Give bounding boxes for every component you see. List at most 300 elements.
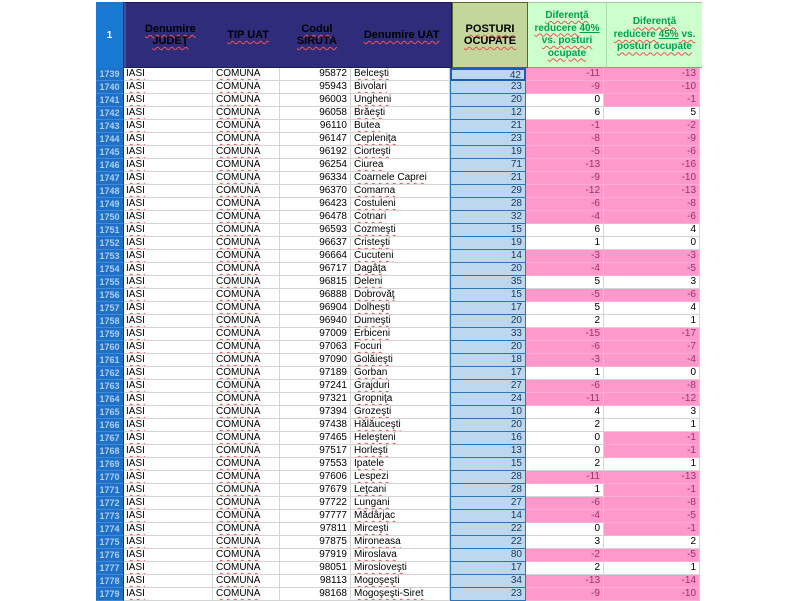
cell-tip-uat[interactable]: COMUNA xyxy=(213,510,280,523)
cell-dif45[interactable]: -3 xyxy=(604,250,700,263)
cell-dif45[interactable]: -5 xyxy=(604,510,700,523)
row-number[interactable]: 1776 xyxy=(96,549,124,562)
row-number[interactable]: 1763 xyxy=(96,380,124,393)
cell-tip-uat[interactable]: COMUNA xyxy=(213,107,280,120)
cell-siruta[interactable]: 97679 xyxy=(280,484,351,497)
row-number[interactable]: 1773 xyxy=(96,510,124,523)
cell-tip-uat[interactable]: COMUNA xyxy=(213,302,280,315)
cell-dif45[interactable]: -10 xyxy=(604,172,700,185)
cell-siruta[interactable]: 97606 xyxy=(280,471,351,484)
cell-judet[interactable]: IASI xyxy=(124,484,213,497)
cell-uat-name[interactable]: Cristeşti xyxy=(351,237,450,250)
cell-uat-name[interactable]: Deleni xyxy=(351,276,450,289)
cell-dif45[interactable]: 1 xyxy=(604,315,700,328)
cell-judet[interactable]: IASI xyxy=(124,536,213,549)
row-number[interactable]: 1761 xyxy=(96,354,124,367)
cell-dif40[interactable]: -12 xyxy=(526,185,604,198)
cell-siruta[interactable]: 97009 xyxy=(280,328,351,341)
cell-siruta[interactable]: 97394 xyxy=(280,406,351,419)
cell-dif40[interactable]: 2 xyxy=(526,562,604,575)
cell-posturi[interactable]: 71 xyxy=(450,159,526,172)
cell-siruta[interactable]: 97919 xyxy=(280,549,351,562)
cell-judet[interactable]: IASI xyxy=(124,549,213,562)
cell-dif40[interactable]: -15 xyxy=(526,328,604,341)
cell-dif40[interactable]: 1 xyxy=(526,484,604,497)
cell-judet[interactable]: IASI xyxy=(124,172,213,185)
cell-posturi[interactable]: 28 xyxy=(450,471,526,484)
col-header-denumire-uat[interactable]: Denumire UAT xyxy=(363,29,440,41)
cell-uat-name[interactable]: Grozeşti xyxy=(351,406,450,419)
cell-siruta[interactable]: 96058 xyxy=(280,107,351,120)
cell-siruta[interactable]: 97777 xyxy=(280,510,351,523)
col-header-posturi-ocupate[interactable]: POSTURI OCUPATE xyxy=(452,2,528,68)
cell-dif45[interactable]: -13 xyxy=(604,471,700,484)
row-number[interactable]: 1748 xyxy=(96,185,124,198)
cell-judet[interactable]: IASI xyxy=(124,471,213,484)
row-number[interactable]: 1745 xyxy=(96,146,124,159)
cell-dif40[interactable]: -4 xyxy=(526,263,604,276)
cell-judet[interactable]: IASI xyxy=(124,81,213,94)
cell-judet[interactable]: IASI xyxy=(124,523,213,536)
cell-dif45[interactable]: -14 xyxy=(604,575,700,588)
cell-dif45[interactable]: 1 xyxy=(604,562,700,575)
cell-uat-name[interactable]: Dolheşti xyxy=(351,302,450,315)
cell-dif45[interactable]: -13 xyxy=(604,68,700,81)
row-number[interactable]: 1777 xyxy=(96,562,124,575)
row-number[interactable]: 1752 xyxy=(96,237,124,250)
cell-tip-uat[interactable]: COMUNA xyxy=(213,315,280,328)
cell-siruta[interactable]: 97875 xyxy=(280,536,351,549)
cell-tip-uat[interactable]: COMUNA xyxy=(213,94,280,107)
cell-dif40[interactable]: 5 xyxy=(526,276,604,289)
cell-siruta[interactable]: 97063 xyxy=(280,341,351,354)
cell-uat-name[interactable]: Erbiceni xyxy=(351,328,450,341)
cell-siruta[interactable]: 98051 xyxy=(280,562,351,575)
cell-dif40[interactable]: -11 xyxy=(526,393,604,406)
row-number[interactable]: 1775 xyxy=(96,536,124,549)
cell-tip-uat[interactable]: COMUNA xyxy=(213,172,280,185)
cell-uat-name[interactable]: Dumeşti xyxy=(351,315,450,328)
cell-dif45[interactable]: -6 xyxy=(604,289,700,302)
cell-judet[interactable]: IASI xyxy=(124,159,213,172)
cell-tip-uat[interactable]: COMUNA xyxy=(213,276,280,289)
cell-dif45[interactable]: 3 xyxy=(604,406,700,419)
cell-siruta[interactable]: 96904 xyxy=(280,302,351,315)
cell-uat-name[interactable]: Mironeasa xyxy=(351,536,450,549)
cell-dif45[interactable]: 2 xyxy=(604,536,700,549)
row-number[interactable]: 1768 xyxy=(96,445,124,458)
cell-judet[interactable]: IASI xyxy=(124,302,213,315)
cell-tip-uat[interactable]: COMUNA xyxy=(213,536,280,549)
cell-siruta[interactable]: 97189 xyxy=(280,367,351,380)
cell-uat-name[interactable]: Horleşti xyxy=(351,445,450,458)
cell-tip-uat[interactable]: COMUNA xyxy=(213,523,280,536)
cell-judet[interactable]: IASI xyxy=(124,419,213,432)
cell-dif45[interactable]: -16 xyxy=(604,159,700,172)
cell-uat-name[interactable]: Butea xyxy=(351,120,450,133)
cell-judet[interactable]: IASI xyxy=(124,406,213,419)
row-number[interactable]: 1770 xyxy=(96,471,124,484)
cell-tip-uat[interactable]: COMUNA xyxy=(213,211,280,224)
cell-uat-name[interactable]: Brăeşti xyxy=(351,107,450,120)
row-number[interactable]: 1747 xyxy=(96,172,124,185)
cell-uat-name[interactable]: Cepleniţa xyxy=(351,133,450,146)
cell-judet[interactable]: IASI xyxy=(124,367,213,380)
col-header-tip-uat[interactable]: TIP UAT xyxy=(227,29,270,41)
cell-posturi[interactable]: 22 xyxy=(450,523,526,536)
cell-dif40[interactable]: 2 xyxy=(526,458,604,471)
cell-posturi[interactable]: 34 xyxy=(450,575,526,588)
row-number[interactable]: 1743 xyxy=(96,120,124,133)
cell-dif45[interactable]: -8 xyxy=(604,380,700,393)
cell-dif45[interactable]: -6 xyxy=(604,211,700,224)
cell-tip-uat[interactable]: COMUNA xyxy=(213,185,280,198)
cell-uat-name[interactable]: Leţcani xyxy=(351,484,450,497)
cell-dif45[interactable]: -1 xyxy=(604,94,700,107)
cell-posturi[interactable]: 32 xyxy=(450,211,526,224)
cell-siruta[interactable]: 96334 xyxy=(280,172,351,185)
cell-judet[interactable]: IASI xyxy=(124,224,213,237)
cell-judet[interactable]: IASI xyxy=(124,120,213,133)
cell-judet[interactable]: IASI xyxy=(124,211,213,224)
cell-judet[interactable]: IASI xyxy=(124,315,213,328)
cell-dif45[interactable]: 4 xyxy=(604,224,700,237)
cell-uat-name[interactable]: Comarna xyxy=(351,185,450,198)
cell-dif45[interactable]: -8 xyxy=(604,198,700,211)
cell-dif45[interactable]: -13 xyxy=(604,185,700,198)
row-number[interactable]: 1758 xyxy=(96,315,124,328)
cell-uat-name[interactable]: Mogoşeşti xyxy=(351,575,450,588)
cell-uat-name[interactable]: Heleşteni xyxy=(351,432,450,445)
cell-dif45[interactable]: -1 xyxy=(604,484,700,497)
cell-posturi[interactable]: 15 xyxy=(450,458,526,471)
cell-tip-uat[interactable]: COMUNA xyxy=(213,81,280,94)
cell-dif45[interactable]: -2 xyxy=(604,120,700,133)
cell-posturi[interactable]: 28 xyxy=(450,198,526,211)
cell-posturi[interactable]: 17 xyxy=(450,367,526,380)
cell-siruta[interactable]: 97321 xyxy=(280,393,351,406)
cell-tip-uat[interactable]: COMUNA xyxy=(213,432,280,445)
cell-uat-name[interactable]: Cotnari xyxy=(351,211,450,224)
cell-posturi[interactable]: 13 xyxy=(450,445,526,458)
cell-dif45[interactable]: -5 xyxy=(604,263,700,276)
cell-tip-uat[interactable]: COMUNA xyxy=(213,224,280,237)
cell-tip-uat[interactable]: COMUNA xyxy=(213,68,280,81)
cell-dif45[interactable]: -1 xyxy=(604,445,700,458)
cell-judet[interactable]: IASI xyxy=(124,198,213,211)
cell-posturi[interactable]: 18 xyxy=(450,354,526,367)
row-number[interactable]: 1772 xyxy=(96,497,124,510)
cell-dif40[interactable]: -8 xyxy=(526,133,604,146)
cell-dif40[interactable]: -6 xyxy=(526,341,604,354)
cell-judet[interactable]: IASI xyxy=(124,263,213,276)
cell-uat-name[interactable]: Mirceşti xyxy=(351,523,450,536)
cell-tip-uat[interactable]: COMUNA xyxy=(213,328,280,341)
cell-siruta[interactable]: 97465 xyxy=(280,432,351,445)
cell-uat-name[interactable]: Dobrovăţ xyxy=(351,289,450,302)
cell-posturi[interactable]: 28 xyxy=(450,484,526,497)
cell-siruta[interactable]: 97517 xyxy=(280,445,351,458)
cell-judet[interactable]: IASI xyxy=(124,575,213,588)
row-header-cell-1[interactable] xyxy=(96,2,124,68)
cell-uat-name[interactable]: Gorban xyxy=(351,367,450,380)
cell-uat-name[interactable]: Coarnele Caprei xyxy=(351,172,450,185)
cell-tip-uat[interactable]: COMUNA xyxy=(213,588,280,601)
cell-uat-name[interactable]: Ciorteşti xyxy=(351,146,450,159)
cell-dif40[interactable]: -5 xyxy=(526,146,604,159)
cell-dif45[interactable]: -4 xyxy=(604,354,700,367)
row-number[interactable]: 1769 xyxy=(96,458,124,471)
row-number[interactable]: 1756 xyxy=(96,289,124,302)
cell-uat-name[interactable]: Ungheni xyxy=(351,94,450,107)
cell-posturi[interactable]: 19 xyxy=(450,237,526,250)
cell-posturi[interactable]: 21 xyxy=(450,172,526,185)
cell-tip-uat[interactable]: COMUNA xyxy=(213,380,280,393)
cell-dif45[interactable]: -6 xyxy=(604,146,700,159)
cell-posturi[interactable]: 20 xyxy=(450,315,526,328)
cell-posturi[interactable]: 15 xyxy=(450,224,526,237)
cell-posturi[interactable]: 16 xyxy=(450,432,526,445)
cell-uat-name[interactable]: Golăieşti xyxy=(351,354,450,367)
cell-posturi[interactable]: 24 xyxy=(450,393,526,406)
col-header-diferenta-45[interactable]: Diferenţă reducere 45% vs. posturi ocupate xyxy=(606,2,702,68)
cell-judet[interactable]: IASI xyxy=(124,250,213,263)
cell-dif40[interactable]: -11 xyxy=(526,68,604,81)
cell-dif45[interactable]: 3 xyxy=(604,276,700,289)
cell-uat-name[interactable]: Lespezi xyxy=(351,471,450,484)
cell-uat-name[interactable]: Dagâţa xyxy=(351,263,450,276)
cell-dif45[interactable]: 5 xyxy=(604,107,700,120)
cell-tip-uat[interactable]: COMUNA xyxy=(213,120,280,133)
cell-judet[interactable]: IASI xyxy=(124,107,213,120)
cell-uat-name[interactable]: Ipatele xyxy=(351,458,450,471)
cell-posturi[interactable]: 20 xyxy=(450,263,526,276)
cell-dif40[interactable]: 0 xyxy=(526,523,604,536)
row-number[interactable]: 1760 xyxy=(96,341,124,354)
cell-dif45[interactable]: -10 xyxy=(604,588,700,601)
cell-posturi[interactable]: 17 xyxy=(450,562,526,575)
cell-posturi[interactable]: 21 xyxy=(450,120,526,133)
cell-siruta[interactable]: 96370 xyxy=(280,185,351,198)
cell-judet[interactable]: IASI xyxy=(124,458,213,471)
row-number[interactable]: 1766 xyxy=(96,419,124,432)
cell-tip-uat[interactable]: COMUNA xyxy=(213,445,280,458)
cell-tip-uat[interactable]: COMUNA xyxy=(213,367,280,380)
cell-dif45[interactable]: -10 xyxy=(604,81,700,94)
cell-siruta[interactable]: 96717 xyxy=(280,263,351,276)
cell-posturi[interactable]: 22 xyxy=(450,536,526,549)
row-number[interactable]: 1754 xyxy=(96,263,124,276)
cell-dif40[interactable]: -3 xyxy=(526,250,604,263)
cell-dif40[interactable]: -9 xyxy=(526,588,604,601)
row-number[interactable]: 1757 xyxy=(96,302,124,315)
cell-dif45[interactable]: 0 xyxy=(604,237,700,250)
cell-posturi[interactable]: 19 xyxy=(450,146,526,159)
cell-dif45[interactable]: 1 xyxy=(604,458,700,471)
cell-uat-name[interactable]: Gropniţa xyxy=(351,393,450,406)
cell-dif40[interactable]: 0 xyxy=(526,432,604,445)
cell-tip-uat[interactable]: COMUNA xyxy=(213,458,280,471)
row-number[interactable]: 1744 xyxy=(96,133,124,146)
row-number[interactable]: 1755 xyxy=(96,276,124,289)
cell-tip-uat[interactable]: COMUNA xyxy=(213,146,280,159)
cell-siruta[interactable]: 96637 xyxy=(280,237,351,250)
row-number[interactable]: 1759 xyxy=(96,328,124,341)
cell-tip-uat[interactable]: COMUNA xyxy=(213,159,280,172)
cell-uat-name[interactable]: Bivolari xyxy=(351,81,450,94)
cell-dif45[interactable]: -17 xyxy=(604,328,700,341)
cell-posturi[interactable]: 27 xyxy=(450,497,526,510)
cell-siruta[interactable]: 97241 xyxy=(280,380,351,393)
cell-judet[interactable]: IASI xyxy=(124,68,213,81)
cell-posturi[interactable]: 10 xyxy=(450,406,526,419)
cell-tip-uat[interactable]: COMUNA xyxy=(213,250,280,263)
row-number[interactable]: 1765 xyxy=(96,406,124,419)
cell-posturi[interactable]: 29 xyxy=(450,185,526,198)
cell-dif40[interactable]: -6 xyxy=(526,198,604,211)
cell-judet[interactable]: IASI xyxy=(124,393,213,406)
row-number[interactable]: 1771 xyxy=(96,484,124,497)
cell-posturi[interactable]: 20 xyxy=(450,419,526,432)
cell-siruta[interactable]: 98113 xyxy=(280,575,351,588)
cell-dif40[interactable]: -9 xyxy=(526,81,604,94)
cell-dif40[interactable]: -3 xyxy=(526,354,604,367)
cell-siruta[interactable]: 98168 xyxy=(280,588,351,601)
cell-siruta[interactable]: 96192 xyxy=(280,146,351,159)
cell-siruta[interactable]: 97811 xyxy=(280,523,351,536)
cell-uat-name[interactable]: Cozmeşti xyxy=(351,224,450,237)
cell-judet[interactable]: IASI xyxy=(124,562,213,575)
cell-dif40[interactable]: 4 xyxy=(526,406,604,419)
cell-dif40[interactable]: 1 xyxy=(526,367,604,380)
cell-dif40[interactable]: -6 xyxy=(526,497,604,510)
cell-tip-uat[interactable]: COMUNA xyxy=(213,406,280,419)
cell-uat-name[interactable]: Ciurea xyxy=(351,159,450,172)
cell-siruta[interactable]: 96254 xyxy=(280,159,351,172)
cell-siruta[interactable]: 96110 xyxy=(280,120,351,133)
cell-dif40[interactable]: 2 xyxy=(526,315,604,328)
row-number[interactable]: 1746 xyxy=(96,159,124,172)
cell-siruta[interactable]: 96888 xyxy=(280,289,351,302)
row-number[interactable]: 1741 xyxy=(96,94,124,107)
cell-uat-name[interactable]: Belceşti xyxy=(351,68,450,81)
cell-dif45[interactable]: -1 xyxy=(604,432,700,445)
cell-uat-name[interactable]: Cucuteni xyxy=(351,250,450,263)
col-header-diferenta-40[interactable]: Diferenţă reducere 40% vs. posturi ocupate xyxy=(528,2,606,68)
cell-tip-uat[interactable]: COMUNA xyxy=(213,562,280,575)
cell-judet[interactable]: IASI xyxy=(124,185,213,198)
cell-dif40[interactable]: 3 xyxy=(526,536,604,549)
cell-judet[interactable]: IASI xyxy=(124,289,213,302)
cell-dif40[interactable]: 0 xyxy=(526,445,604,458)
cell-siruta[interactable]: 97438 xyxy=(280,419,351,432)
row-number[interactable]: 1764 xyxy=(96,393,124,406)
cell-dif40[interactable]: 0 xyxy=(526,94,604,107)
cell-siruta[interactable]: 95943 xyxy=(280,81,351,94)
cell-dif40[interactable]: -2 xyxy=(526,549,604,562)
cell-tip-uat[interactable]: COMUNA xyxy=(213,549,280,562)
cell-dif45[interactable]: -5 xyxy=(604,549,700,562)
cell-judet[interactable]: IASI xyxy=(124,432,213,445)
row-number[interactable]: 1739 xyxy=(96,68,124,81)
cell-tip-uat[interactable]: COMUNA xyxy=(213,471,280,484)
row-number[interactable]: 1774 xyxy=(96,523,124,536)
cell-judet[interactable]: IASI xyxy=(124,588,213,601)
cell-dif40[interactable]: -6 xyxy=(526,380,604,393)
cell-siruta[interactable]: 96478 xyxy=(280,211,351,224)
row-number[interactable]: 1751 xyxy=(96,224,124,237)
cell-siruta[interactable]: 96003 xyxy=(280,94,351,107)
cell-uat-name[interactable]: Miroslava xyxy=(351,549,450,562)
cell-dif40[interactable]: -9 xyxy=(526,172,604,185)
cell-dif40[interactable]: -4 xyxy=(526,510,604,523)
cell-tip-uat[interactable]: COMUNA xyxy=(213,237,280,250)
cell-tip-uat[interactable]: COMUNA xyxy=(213,198,280,211)
cell-judet[interactable]: IASI xyxy=(124,276,213,289)
cell-uat-name[interactable]: Mirosloveşti xyxy=(351,562,450,575)
cell-dif40[interactable]: -4 xyxy=(526,211,604,224)
cell-dif45[interactable]: -12 xyxy=(604,393,700,406)
cell-dif45[interactable]: -8 xyxy=(604,497,700,510)
cell-dif45[interactable]: 0 xyxy=(604,367,700,380)
cell-uat-name[interactable]: Costuleni xyxy=(351,198,450,211)
cell-dif40[interactable]: -13 xyxy=(526,575,604,588)
row-number[interactable]: 1740 xyxy=(96,81,124,94)
cell-uat-name[interactable]: Mădârjac xyxy=(351,510,450,523)
cell-judet[interactable]: IASI xyxy=(124,445,213,458)
cell-dif40[interactable]: -13 xyxy=(526,159,604,172)
cell-uat-name[interactable]: Hălăuceşti xyxy=(351,419,450,432)
cell-tip-uat[interactable]: COMUNA xyxy=(213,575,280,588)
cell-siruta[interactable]: 96593 xyxy=(280,224,351,237)
cell-tip-uat[interactable]: COMUNA xyxy=(213,393,280,406)
row-number[interactable]: 1767 xyxy=(96,432,124,445)
cell-dif45[interactable]: -1 xyxy=(604,523,700,536)
cell-dif40[interactable]: -1 xyxy=(526,120,604,133)
cell-dif40[interactable]: 6 xyxy=(526,107,604,120)
cell-tip-uat[interactable]: COMUNA xyxy=(213,263,280,276)
cell-judet[interactable]: IASI xyxy=(124,146,213,159)
cell-siruta[interactable]: 95872 xyxy=(280,68,351,81)
cell-posturi[interactable]: 80 xyxy=(450,549,526,562)
cell-judet[interactable]: IASI xyxy=(124,133,213,146)
cell-uat-name[interactable]: Lungani xyxy=(351,497,450,510)
cell-dif40[interactable]: 2 xyxy=(526,419,604,432)
cell-tip-uat[interactable]: COMUNA xyxy=(213,484,280,497)
cell-siruta[interactable]: 96664 xyxy=(280,250,351,263)
cell-posturi[interactable]: 20 xyxy=(450,94,526,107)
row-number[interactable]: 1778 xyxy=(96,575,124,588)
cell-posturi[interactable]: 23 xyxy=(450,81,526,94)
row-number[interactable]: 1750 xyxy=(96,211,124,224)
cell-siruta[interactable]: 96815 xyxy=(280,276,351,289)
cell-judet[interactable]: IASI xyxy=(124,328,213,341)
cell-dif40[interactable]: -5 xyxy=(526,289,604,302)
cell-dif45[interactable]: 1 xyxy=(604,419,700,432)
cell-siruta[interactable]: 97090 xyxy=(280,354,351,367)
cell-posturi[interactable]: 33 xyxy=(450,328,526,341)
row-number[interactable]: 1749 xyxy=(96,198,124,211)
cell-dif40[interactable]: -11 xyxy=(526,471,604,484)
cell-judet[interactable]: IASI xyxy=(124,237,213,250)
cell-siruta[interactable]: 97553 xyxy=(280,458,351,471)
cell-siruta[interactable]: 96147 xyxy=(280,133,351,146)
cell-judet[interactable]: IASI xyxy=(124,497,213,510)
row-number[interactable]: 1779 xyxy=(96,588,124,601)
col-header-codul-siruta[interactable]: Codul SIRUTA xyxy=(296,23,337,47)
row-number[interactable]: 1753 xyxy=(96,250,124,263)
cell-tip-uat[interactable]: COMUNA xyxy=(213,354,280,367)
